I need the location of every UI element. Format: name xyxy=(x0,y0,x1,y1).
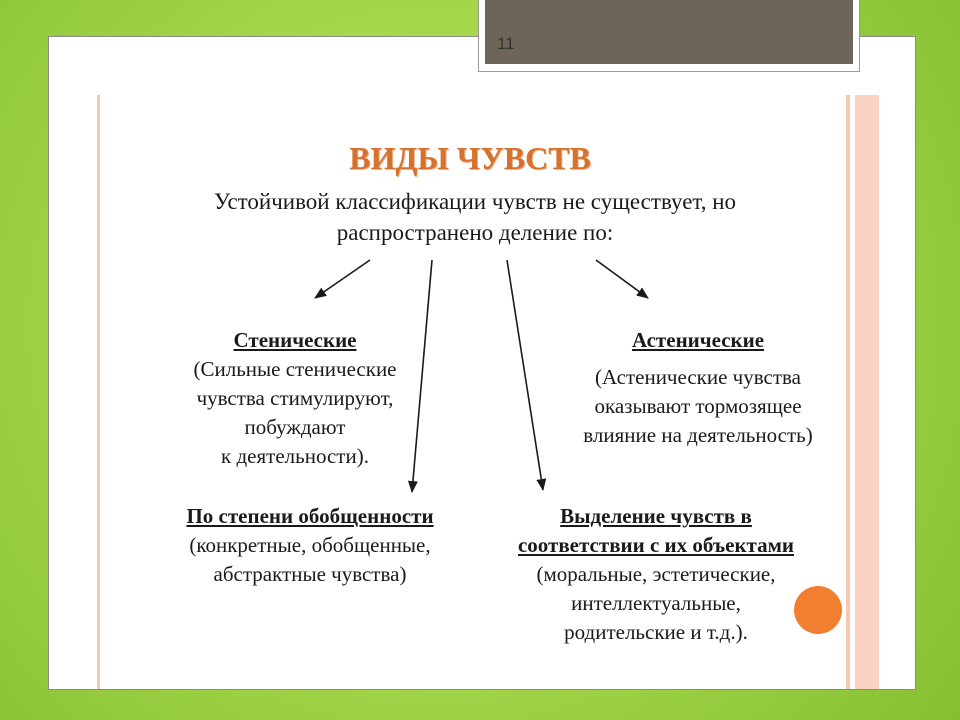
block-stenic xyxy=(150,326,440,471)
asthenic-line-2: оказывают тормозящее xyxy=(594,394,802,418)
asthenic-line-1: (Астенические чувства xyxy=(595,365,801,389)
slide-number: 11 xyxy=(497,34,515,53)
arrow-objects xyxy=(507,260,543,490)
objects-line-1: (моральные, эстетические, xyxy=(536,562,776,586)
asthenic-heading: Астенические xyxy=(631,328,765,352)
generality-heading: По степени обобщенности xyxy=(186,504,434,528)
block-objects xyxy=(484,502,828,647)
objects-line-2: интеллектуальные, xyxy=(571,591,741,615)
generality-line-1: (конкретные, обобщенные, xyxy=(189,533,431,557)
block-asthenic xyxy=(548,326,848,450)
block-generality xyxy=(150,502,470,589)
stenic-line-3: побуждают xyxy=(244,415,346,439)
objects-heading-line-1: Выделение чувств в xyxy=(560,504,752,528)
slide-title: ВИДЫ ЧУВСТВ xyxy=(349,140,591,176)
arrow-stenic xyxy=(315,260,370,298)
generality-line-2: абстрактные чувства) xyxy=(213,562,407,586)
objects-line-3: родительские и т.д.). xyxy=(564,620,748,644)
subtitle-line-2: распространено деление по: xyxy=(336,220,614,245)
stenic-line-4: к деятельности). xyxy=(221,444,369,468)
stenic-heading: Стенические xyxy=(233,328,357,352)
arrow-asthenic xyxy=(596,260,648,298)
stenic-line-1: (Сильные стенические xyxy=(193,357,397,381)
orange-circle-decoration xyxy=(794,586,842,634)
asthenic-line-3: влияние на деятельность) xyxy=(583,423,813,447)
stenic-line-2: чувства стимулируют, xyxy=(196,386,394,410)
objects-heading-line-2: соответствии с их объектами xyxy=(517,533,795,557)
subtitle-line-1: Устойчивой классификации чувств не существует, но xyxy=(213,189,737,214)
